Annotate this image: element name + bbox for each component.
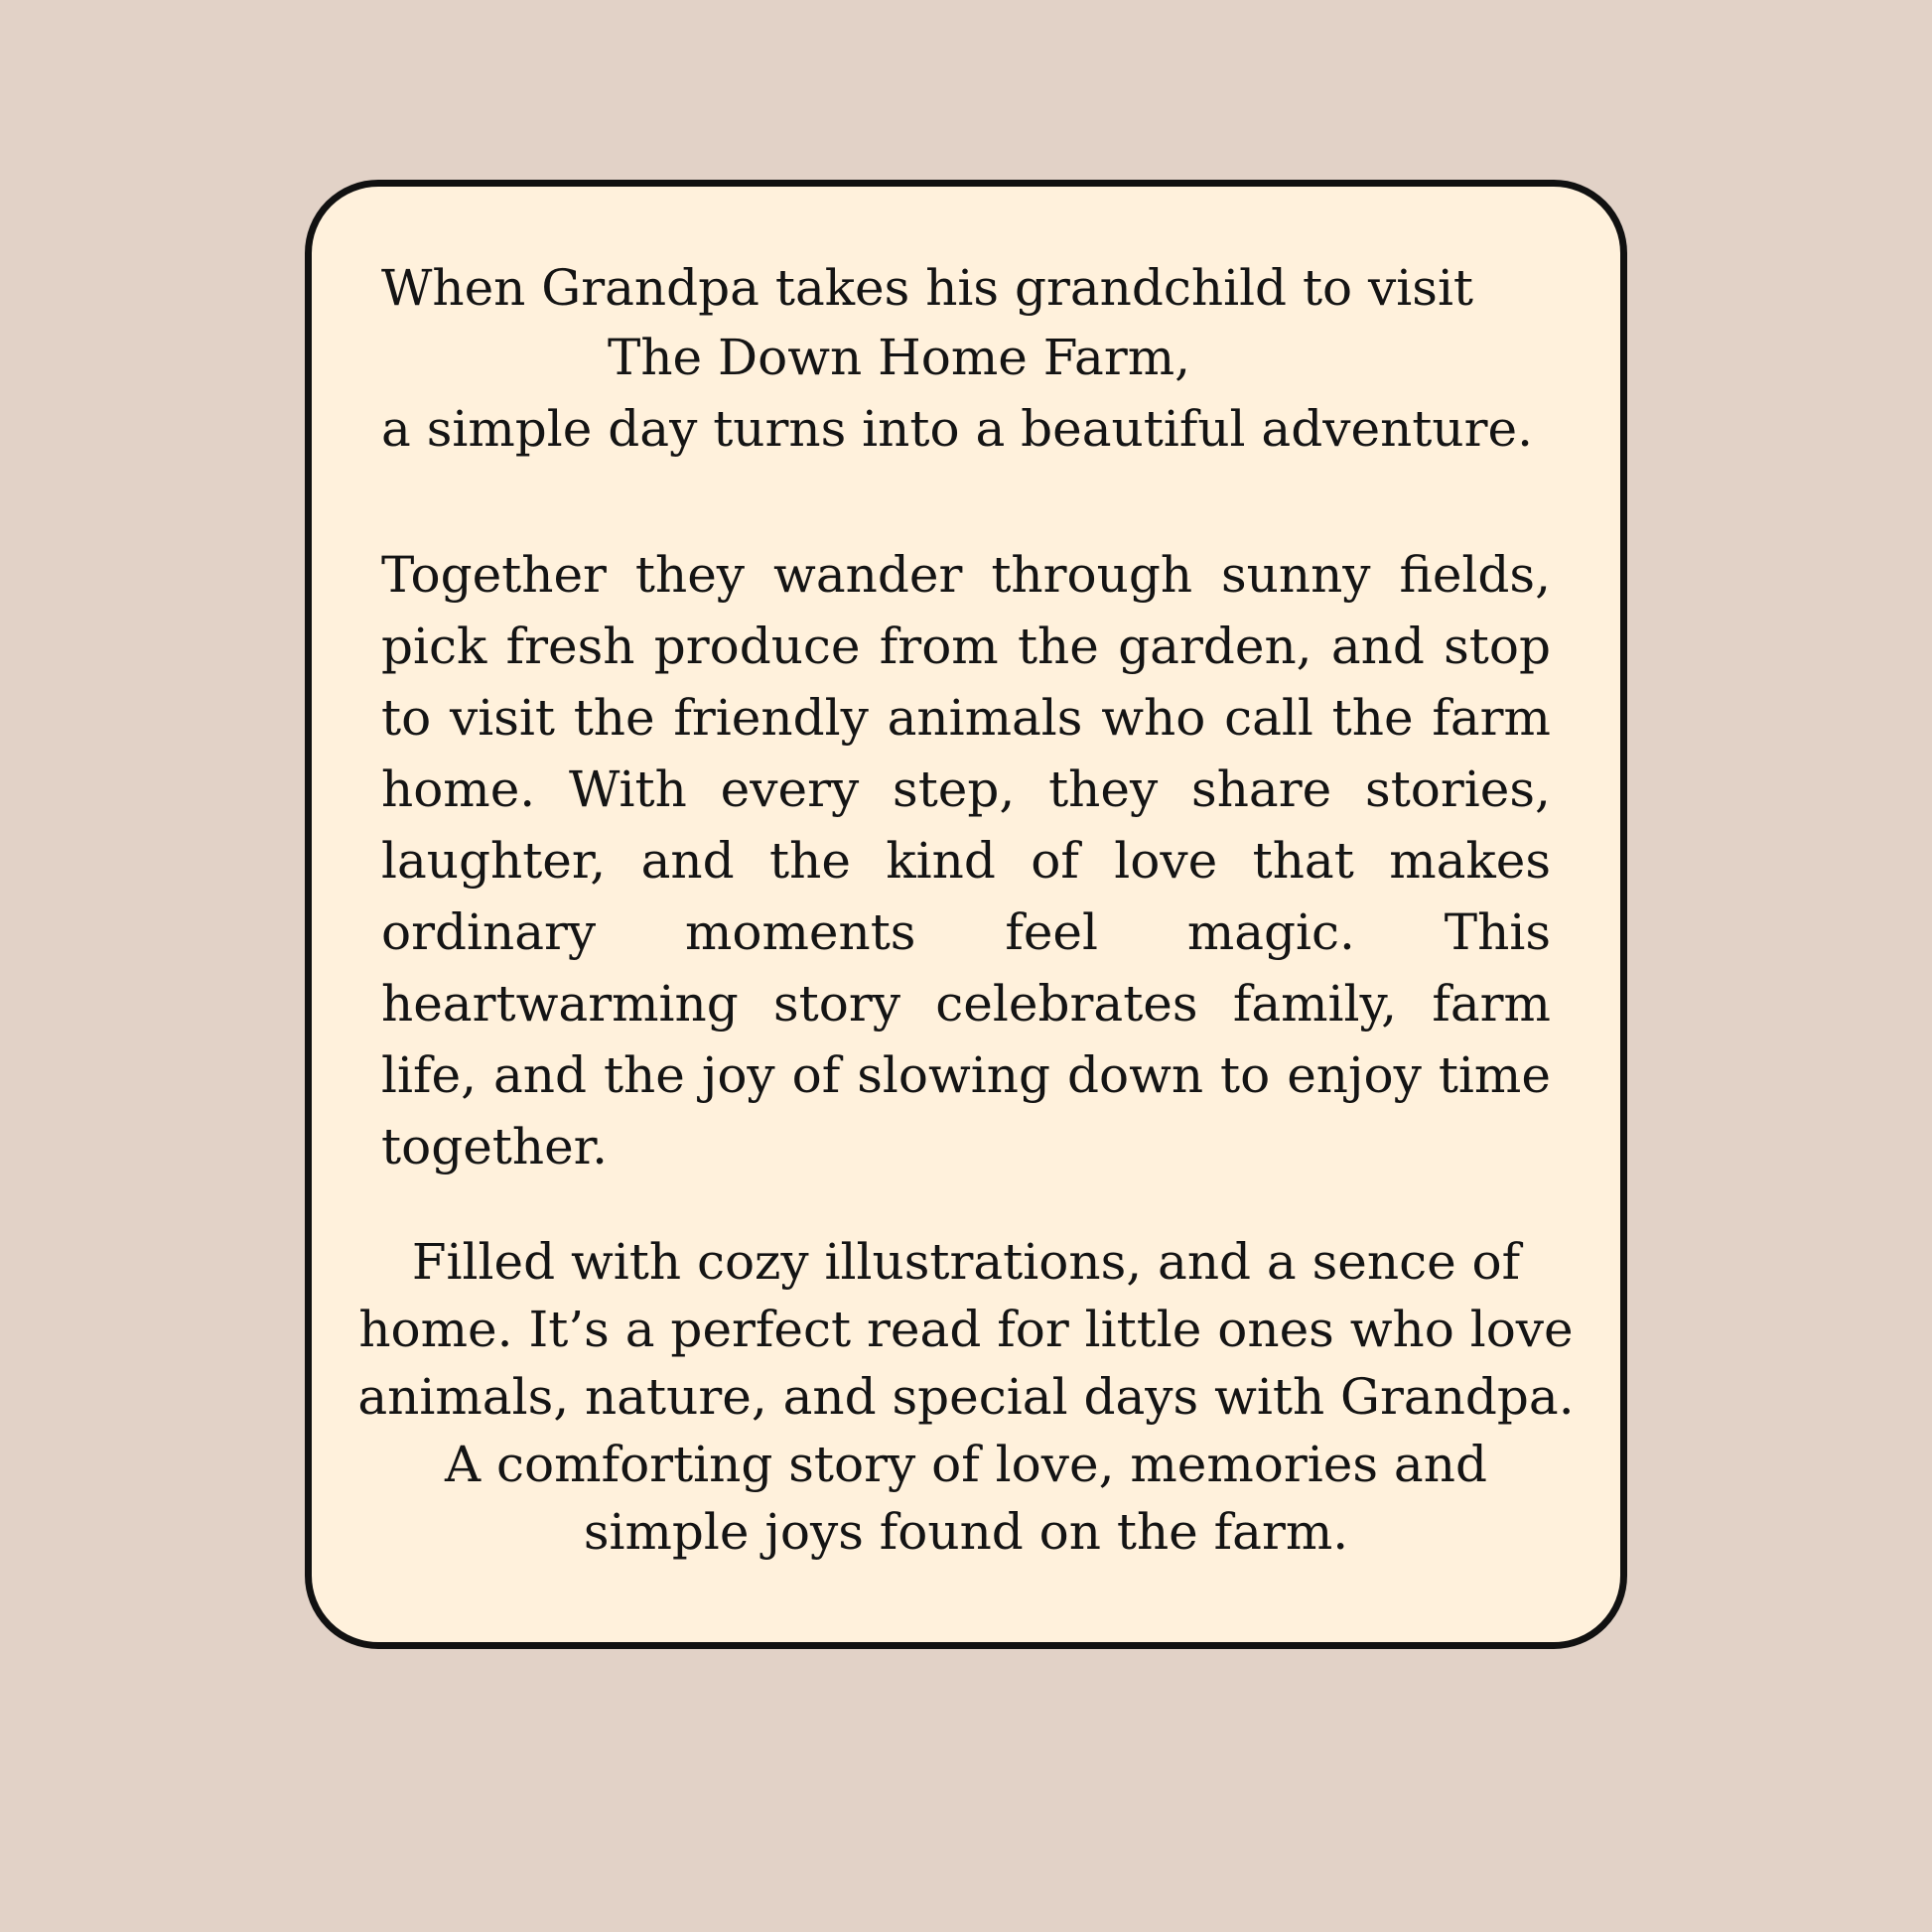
story-word: farm [1432,689,1551,747]
story-word: share [1191,760,1332,818]
closing-line: home. It’s a perfect read for little ones who love [358,1301,1574,1358]
story-word: wander [773,546,963,604]
story-word: celebrates [935,975,1198,1033]
story-word: that [1252,832,1354,890]
story-word: fields, [1399,546,1551,604]
intro-line: When Grandpa takes his grandchild to visit [381,259,1474,317]
story-word: farm [1432,975,1551,1033]
story-word: magic. [1186,903,1355,961]
closing-paragraph [347,1233,1585,1571]
closing-line: animals, nature, and special days with Grandpa. [357,1368,1575,1426]
story-word: the [769,832,851,890]
story-word: every [720,760,860,818]
story-word: stop [1444,618,1551,675]
story-word: produce [653,618,861,675]
story-word: family, [1232,975,1398,1033]
story-word: call [1224,689,1313,747]
story-word: feel [1005,903,1098,961]
story-word: enjoy [1287,1046,1422,1104]
story-word: With [569,760,687,818]
story-line [381,760,1551,832]
story-word: life, [381,1046,477,1104]
story-word: together. [381,1118,608,1175]
story-word: Together [381,546,607,604]
story-word: who [1101,689,1206,747]
story-line [381,903,1551,975]
story-word: love [1114,832,1218,890]
story-word: home. [381,760,536,818]
story-word: pick [381,618,487,675]
story-word: slowing [857,1046,1050,1104]
story-word: down [1066,1046,1204,1104]
story-word: of [1031,832,1079,890]
story-word: through [991,546,1193,604]
story-word: the [1331,689,1414,747]
story-word: time [1438,1046,1551,1104]
story-line [381,689,1551,760]
story-word: fresh [505,618,635,675]
story-word: the [603,1046,685,1104]
story-word: garden, [1118,618,1312,675]
story-word: animals [887,689,1083,747]
story-word: step, [893,760,1016,818]
story-word: moments [685,903,916,961]
story-word: joy [701,1046,775,1104]
story-word: the [573,689,655,747]
story-word: visit [449,689,555,747]
story-line [381,618,1551,689]
story-line [381,1118,1551,1189]
story-word: sunny [1221,546,1371,604]
story-paragraph [381,546,1551,1189]
story-word: laughter, [381,832,607,890]
story-word: from [879,618,999,675]
story-word: makes [1389,832,1551,890]
story-line [381,1046,1551,1118]
story-word: and [492,1046,587,1104]
story-line [381,975,1551,1046]
story-word: to [1220,1046,1271,1104]
story-word: ordinary [381,903,597,961]
story-word: story [773,975,901,1033]
story-word: kind [886,832,996,890]
story-word: heartwarming [381,975,739,1033]
intro-line-farm-name: The Down Home Farm, [608,329,1191,386]
story-word: and [640,832,735,890]
story-word: to [381,689,432,747]
closing-line: A comforting story of love, memories and [445,1436,1487,1493]
story-line [381,832,1551,903]
closing-line: Filled with cozy illustrations, and a sence of [411,1233,1521,1291]
intro-line: a simple day turns into a beautiful adventure. [381,400,1533,458]
story-word: of [791,1046,841,1104]
closing-line: simple joys found on the farm. [583,1503,1349,1561]
story-line [381,546,1551,618]
story-word: stories, [1365,760,1551,818]
story-word: they [1048,760,1159,818]
story-word: and [1330,618,1425,675]
story-word: they [634,546,746,604]
story-word: This [1444,903,1551,961]
story-word: the [1017,618,1099,675]
story-word: friendly [673,689,869,747]
